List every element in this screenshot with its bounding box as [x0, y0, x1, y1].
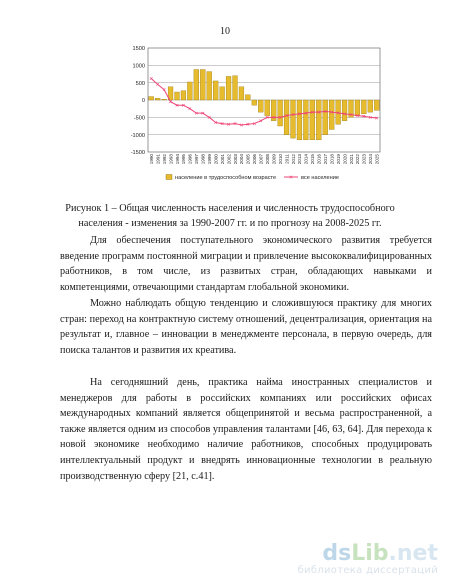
x-tick-label-2009: 2009	[271, 154, 277, 165]
bar-2000	[213, 81, 218, 100]
legend-label-total-population: все население	[301, 175, 339, 181]
page-number: 10	[220, 26, 230, 37]
x-tick-label-2017: 2017	[323, 154, 329, 165]
x-tick-label-1990: 1990	[149, 154, 155, 165]
x-tick-label-1997: 1997	[194, 154, 200, 165]
bar-2008	[265, 100, 270, 116]
x-tick-label-2024: 2024	[368, 154, 374, 165]
x-tick-label-1998: 1998	[200, 154, 206, 165]
bar-2010	[278, 100, 283, 126]
x-tick-label-2000: 2000	[213, 154, 219, 165]
bar-1998	[200, 69, 205, 100]
x-tick-label-2023: 2023	[361, 154, 367, 165]
y-tick-label-1: -1000	[130, 132, 145, 139]
y-tick-label-3: 0	[141, 98, 145, 105]
bar-2020	[342, 100, 347, 121]
x-tick-label-2004: 2004	[239, 154, 245, 165]
x-tick-label-1991: 1991	[155, 154, 161, 165]
watermark-logo-lib: Lib	[351, 541, 389, 566]
bar-2014	[303, 100, 308, 140]
bar-2022	[355, 100, 360, 116]
bar-2007	[258, 100, 263, 112]
paragraph-3: На сегодняшний день, практика найма иностранных специалистов и менеджеров для работы в российских компаниях или российских офисах международных компаний является общепринятой и весьма распространенной, а также является одним из способов управления талантами [46, 63, 64]. Для перехода к новой экономике необходимо наличие работников, способных продуцировать интеллектуальный продукт и внедрять инновационные технологии в реальную производственную сферу [21, с.41].	[60, 377, 432, 482]
bar-1994	[175, 92, 180, 100]
bar-2019	[336, 100, 341, 124]
x-tick-label-2011: 2011	[284, 154, 290, 164]
bar-2015	[310, 100, 315, 140]
y-tick-label-2: -500	[133, 115, 145, 122]
x-tick-label-2010: 2010	[277, 154, 283, 165]
x-tick-label-2022: 2022	[355, 154, 361, 165]
watermark-subtitle: библиотека диссертаций	[297, 565, 438, 576]
x-tick-label-2012: 2012	[290, 154, 296, 165]
bar-1995	[181, 91, 186, 100]
x-tick-label-2015: 2015	[310, 154, 316, 165]
bar-1997	[194, 69, 199, 100]
x-tick-label-2021: 2021	[348, 154, 354, 165]
x-tick-label-2001: 2001	[219, 154, 225, 165]
x-tick-label-2013: 2013	[297, 154, 303, 165]
watermark-logo-ds: ds	[322, 541, 352, 566]
bar-2024	[368, 100, 373, 112]
x-tick-label-2002: 2002	[226, 154, 232, 165]
bar-2017	[323, 100, 328, 135]
watermark-logo-net: .net	[388, 541, 438, 566]
bar-1991	[155, 98, 160, 100]
x-tick-label-2007: 2007	[258, 154, 264, 165]
paragraph-1: Для обеспечения поступательного экономического развития требуется введение программ постоянной миграции и привлечение высококвалифицированных работников, в том числе, из развитых стран, обладающих навыками и компетенциями, отвечающими стандартам глобальной экономики.	[60, 235, 432, 293]
caption-line-2: населения - изменения за 1990-2007 гг. и по прогнозу на 2008-2025 гг.	[78, 218, 382, 229]
bar-2016	[316, 100, 321, 140]
bar-2011	[284, 100, 289, 135]
y-tick-label-5: 1000	[132, 63, 145, 70]
bar-2006	[252, 100, 257, 105]
bar-1996	[187, 82, 192, 100]
x-tick-label-2014: 2014	[303, 154, 309, 165]
chart-svg	[108, 42, 388, 192]
x-tick-label-2006: 2006	[252, 154, 258, 165]
figure-caption	[60, 201, 400, 231]
bar-2003	[233, 76, 238, 100]
x-tick-label-2003: 2003	[232, 154, 238, 165]
x-tick-label-1993: 1993	[168, 154, 174, 165]
bar-2004	[239, 87, 244, 100]
x-tick-label-1999: 1999	[207, 154, 213, 165]
x-tick-label-2005: 2005	[245, 154, 251, 165]
bar-2005	[245, 95, 250, 100]
bar-2023	[361, 100, 366, 114]
x-tick-label-2008: 2008	[265, 154, 271, 165]
x-tick-label-2018: 2018	[329, 154, 335, 165]
y-tick-label-6: 1500	[132, 46, 145, 53]
caption-line-1: Рисунок 1 – Общая численность населения и численность трудоспособного	[65, 203, 395, 214]
watermark-logo	[298, 543, 438, 565]
dslib-watermark	[298, 543, 438, 576]
x-tick-label-2025: 2025	[374, 154, 380, 165]
bar-2018	[329, 100, 334, 129]
x-tick-label-1994: 1994	[174, 154, 180, 165]
y-tick-label-4: 500	[135, 80, 145, 87]
x-tick-label-1995: 1995	[181, 154, 187, 165]
x-tick-label-2016: 2016	[316, 154, 322, 165]
bar-2012	[291, 100, 296, 138]
bar-2013	[297, 100, 302, 140]
bar-1999	[207, 72, 212, 100]
y-tick-label-0: -1500	[130, 150, 145, 157]
x-tick-label-1996: 1996	[187, 154, 193, 165]
x-tick-label-2019: 2019	[335, 154, 341, 165]
x-tick-label-2020: 2020	[342, 154, 348, 165]
x-tick-label-1992: 1992	[161, 154, 167, 165]
bar-1992	[162, 99, 167, 100]
paragraph-2: Можно наблюдать общую тенденцию и сложившуюся практику для многих стран: переход на контрактную систему отношений, децентрализация, ориентация на результат и, главное – инновации в менеджменте персонала, в первую очередь, для поиска талантов и развития их креатива.	[60, 298, 432, 356]
legend-swatch-working-age	[166, 175, 172, 180]
bar-2025	[374, 100, 379, 110]
legend-label-working-age: население в трудоспособном возрасте	[175, 175, 277, 181]
population-chart	[108, 42, 388, 192]
bar-2002	[226, 76, 231, 100]
bar-1990	[149, 97, 154, 100]
bar-2001	[220, 87, 225, 100]
